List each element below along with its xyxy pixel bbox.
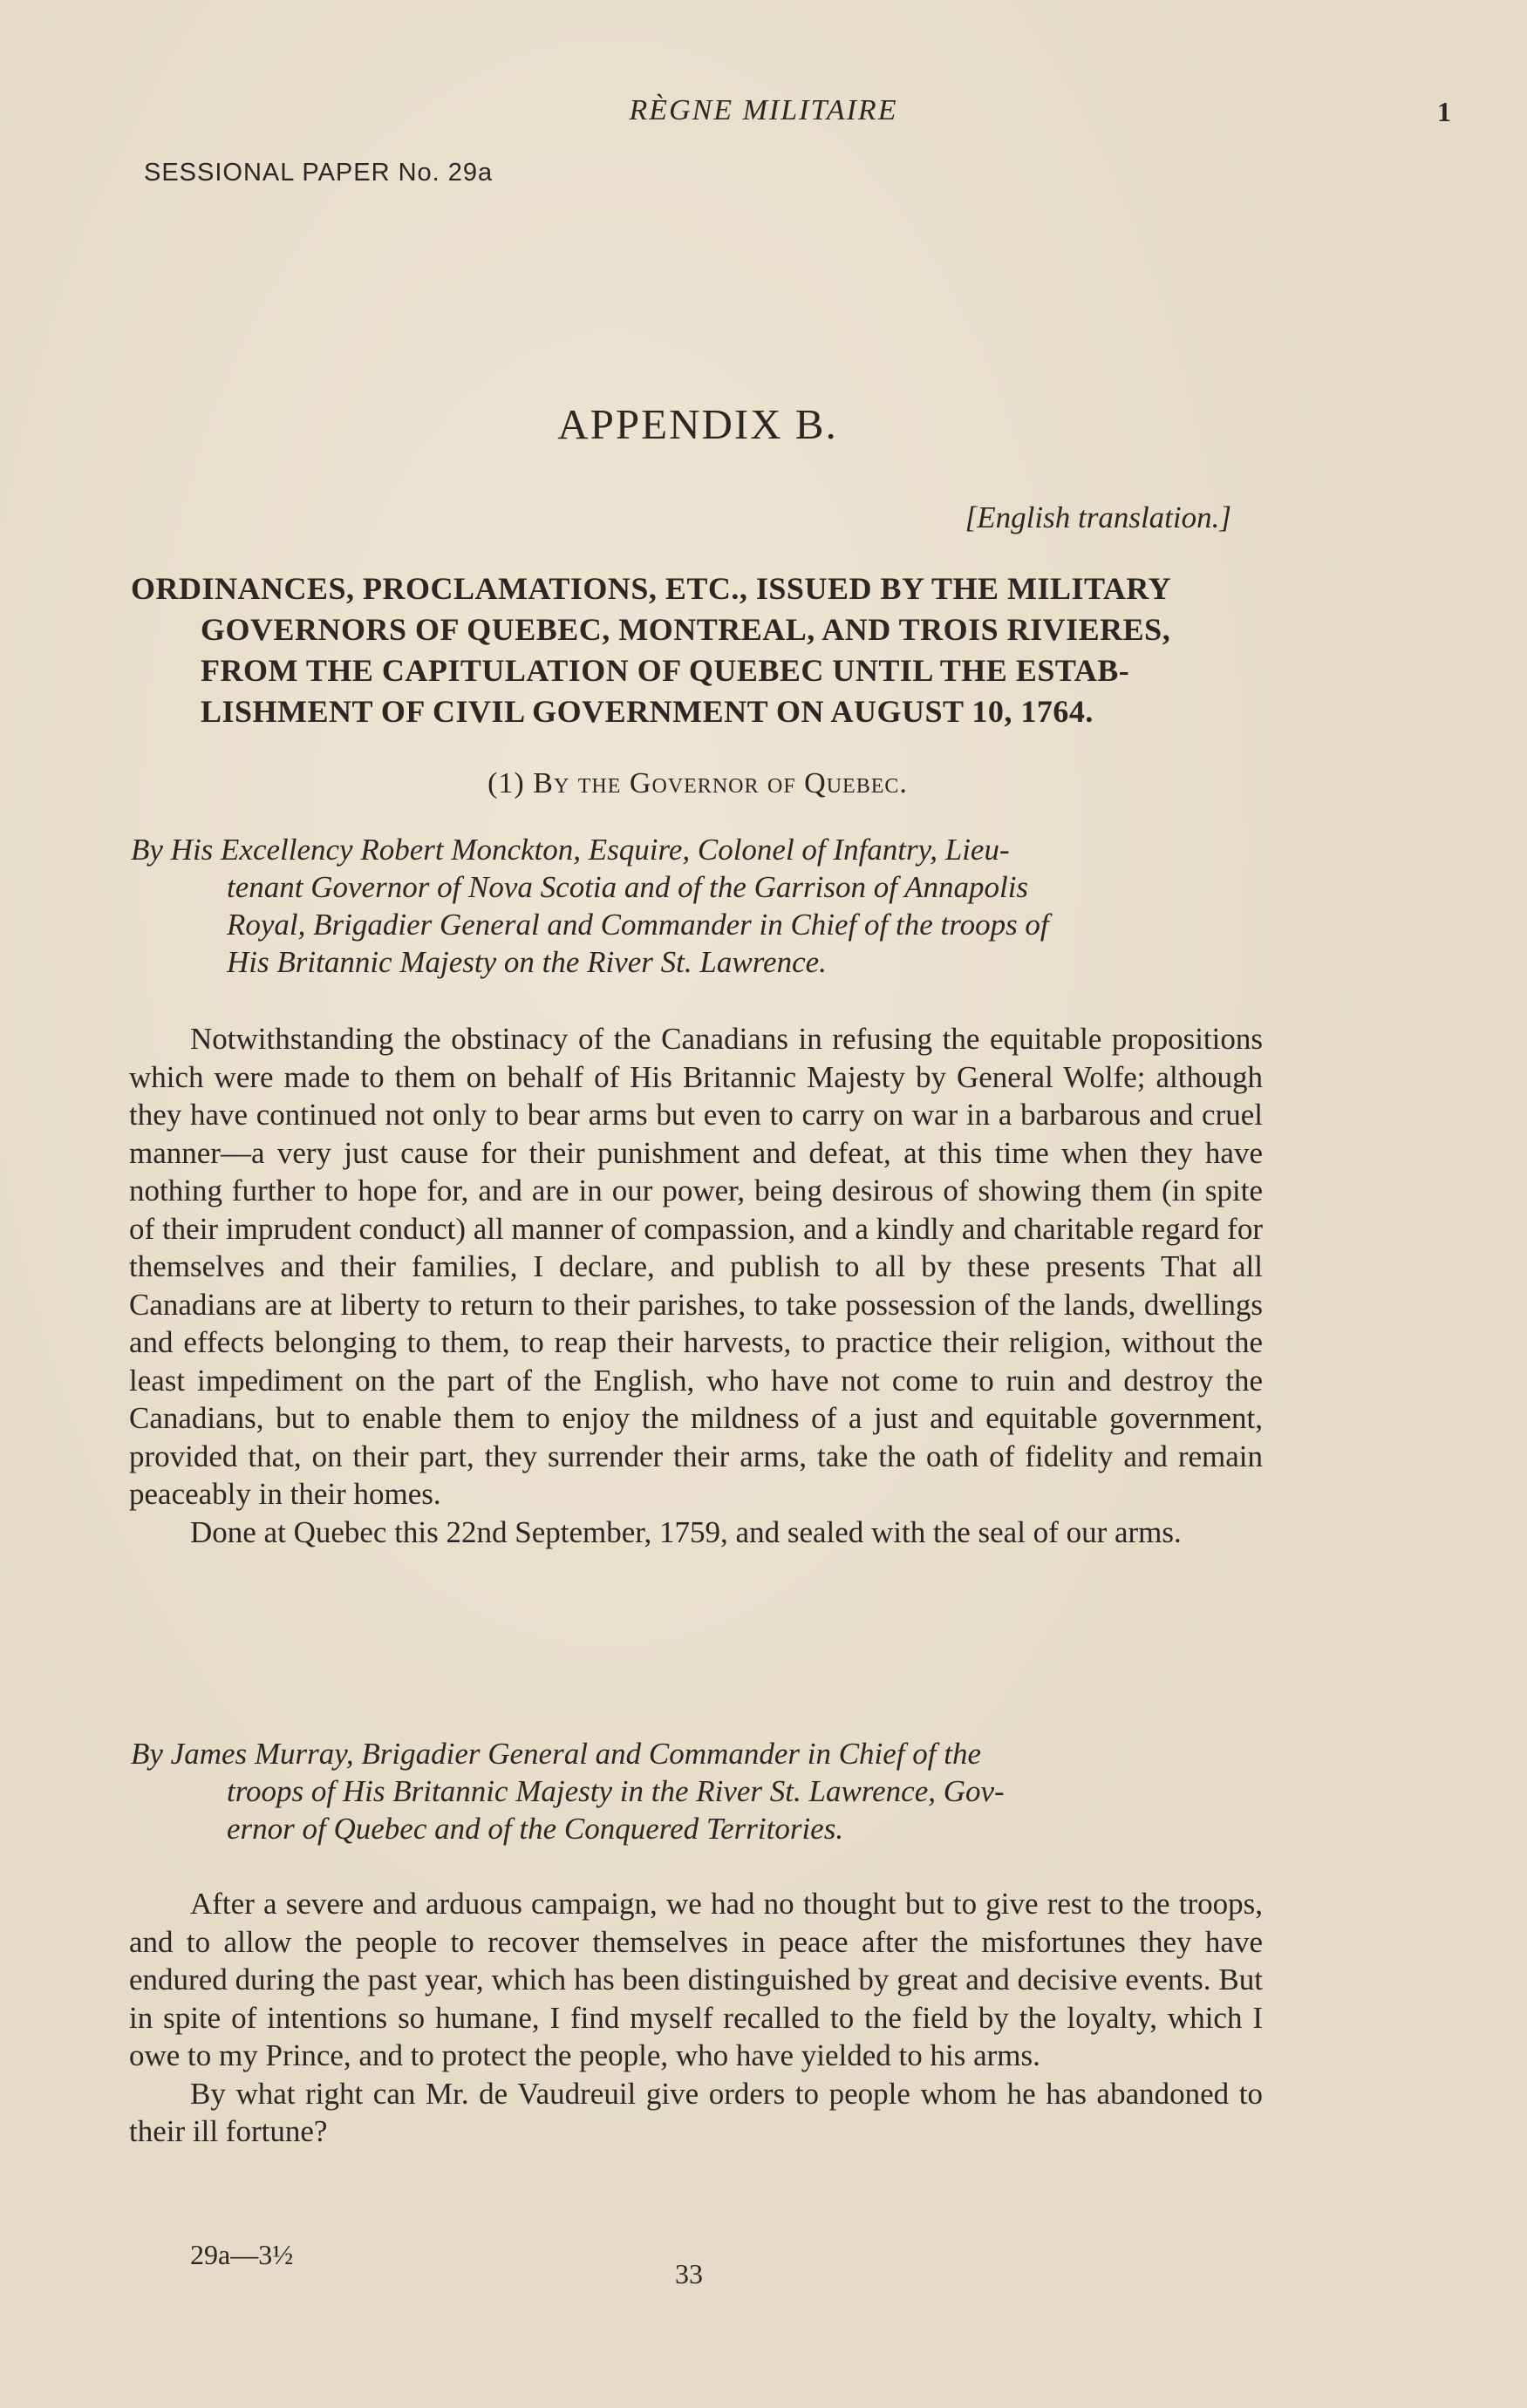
translation-note: [English translation.]: [965, 500, 1231, 534]
running-head: RÈGNE MILITAIRE: [629, 94, 898, 126]
monckton-heading-line: tenant Governor of Nova Scotia and of the Garrison of Annapolis: [227, 870, 1029, 904]
murray-body-paragraph: After a severe and arduous campaign, we had no thought but to give rest to the troops, and to allow the people to recover themselves in peace after the misfortunes they have endured during the past year, which has been distinguished by great and decisive events. But in spite of intentions so humane, I find myself recalled to the field by the loyalty, which I owe to my Prince, and to protect the people, who have yielded to his arms.: [129, 1887, 1263, 2072]
monckton-heading-line: By His Excellency Robert Monckton, Esquire, Colonel of Infantry, Lieu-: [131, 833, 1010, 867]
heading-line: LISHMENT OF CIVIL GOVERNMENT ON AUGUST 10, 1764.: [201, 694, 1094, 729]
heading-line: GOVERNORS OF QUEBEC, MONTREAL, AND TROIS RIVIERES,: [201, 612, 1171, 647]
page-number: 33: [675, 2258, 703, 2289]
murray-heading-line: ernor of Quebec and of the Conquered Territories.: [227, 1812, 844, 1846]
appendix-title: APPENDIX B.: [557, 400, 838, 448]
murray-heading-line: troops of His Britannic Majesty in the River St. Lawrence, Gov-: [227, 1774, 1005, 1808]
monckton-heading-line: His Britannic Majesty on the River St. Lawrence.: [227, 945, 827, 979]
section-title: [0, 767, 1395, 800]
murray-heading-line: By James Murray, Brigadier General and Commander in Chief of the: [131, 1737, 982, 1771]
murray-body-paragraph: By what right can Mr. de Vaudreuil give orders to people whom he has abandoned to their ill fortune?: [129, 2076, 1263, 2148]
section-title-text: By the Governor of Quebec.: [533, 767, 908, 799]
sessional-paper-label: SESSIONAL PAPER No. 29a: [144, 159, 494, 187]
murray-heading: [131, 1735, 1265, 1847]
monckton-body-paragraph: Notwithstanding the obstinacy of the Canadians in refusing the equitable propositions which were made to them on behalf of His Britannic Majesty by General Wolfe; although they have continued not only to bear arms but even to carry on war in a barbarous and cruel manner—a very just cause for their punishment and defeat, at this time when they have nothing further to hope for, and are in our power, being desirous of showing them (in spite of their imprudent conduct) all manner of compassion, and a kindly and charitable regard for themselves and their families, I declare, and publish to all by these presents That all Canadians are at liberty to return to their parishes, to take possession of the lands, dwellings and effects belonging to them, to reap their harvests, to practice their religion, without the least impediment on the part of the English, who have not come to ruin and destroy the Canadians, but to enable them to enjoy the mildness of a just and equitable government, provided that, on their part, they surrender their arms, take the oath of fidelity and remain peaceably in their homes.: [129, 1022, 1263, 1511]
heading-line: ORDINANCES, PROCLAMATIONS, ETC., ISSUED BY THE MILITARY: [131, 571, 1172, 606]
document-heading: [131, 568, 1265, 732]
signature-mark: 29a—3½: [190, 2239, 294, 2270]
monckton-heading: [131, 831, 1265, 981]
monckton-done-paragraph: Done at Quebec this 22nd September, 1759, and sealed with the seal of our arms.: [190, 1514, 1182, 1549]
murray-proclamation: [129, 1885, 1263, 2151]
monckton-proclamation: [129, 1020, 1263, 1551]
monckton-heading-line: Royal, Brigadier General and Commander in Chief of the troops of: [227, 908, 1049, 942]
section-number: (1): [487, 767, 525, 799]
page-mark: 1: [1437, 96, 1451, 127]
heading-line: FROM THE CAPITULATION OF QUEBEC UNTIL THE ESTAB-: [201, 653, 1130, 688]
